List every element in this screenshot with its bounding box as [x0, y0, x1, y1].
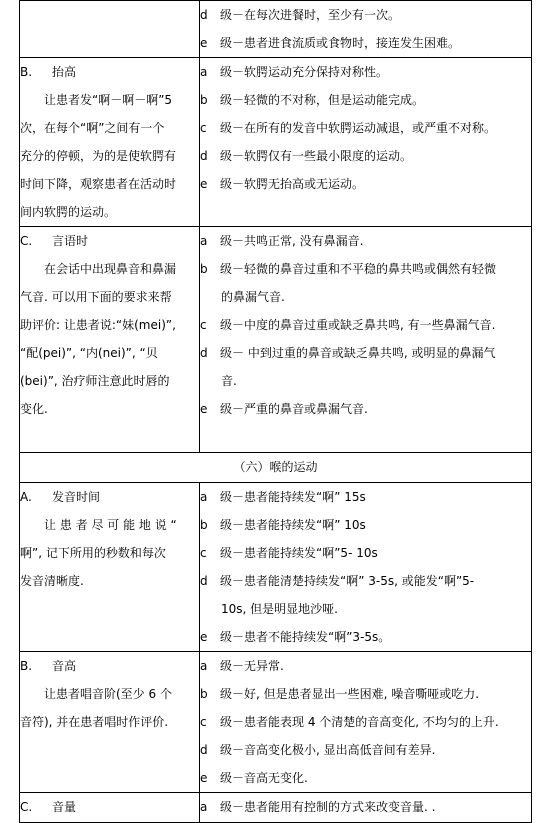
left-cell	[20, 793, 200, 823]
grade-line	[200, 1, 531, 29]
grade-line	[200, 114, 531, 142]
grade-letter: e	[200, 177, 208, 191]
grade-text: 级－患者能持续发“啊” 15s	[220, 490, 366, 504]
right-cell	[200, 793, 532, 823]
instruction-line: “配(pei)”, “内(nei)”, “贝	[20, 346, 158, 360]
item-title: 音量	[52, 800, 77, 814]
grade-letter: a	[200, 65, 208, 79]
grade-line	[200, 708, 531, 736]
item-title: 抬高	[52, 65, 77, 79]
left-cell	[20, 1, 200, 58]
right-cell	[200, 1, 532, 58]
instruction-line: 间内软腭的运动。	[20, 205, 117, 219]
grade-text: 级－患者进食流质或食物时，接连发生困难。	[220, 36, 461, 50]
grade-text: 级－好, 但是患者显出一些困难, 噪音嘶哑或吃力.	[220, 687, 480, 701]
grade-line	[200, 58, 531, 86]
grade-letter: d	[200, 8, 208, 22]
row-volume	[20, 793, 532, 823]
grade-line	[200, 86, 531, 114]
grade-text: 级－患者能表现 4 个清楚的音高变化, 不均匀的上升.	[220, 715, 499, 729]
instruction-line: 变化.	[20, 402, 48, 416]
grade-letter: c	[200, 318, 207, 332]
grade-letter: b	[200, 518, 208, 532]
grade-text: 级－在每次进餐时，至少有一次。	[220, 8, 401, 22]
instruction-line: 让患者发“啊－啊－啊”5	[44, 93, 173, 107]
grade-line	[200, 255, 531, 283]
left-cell	[20, 483, 200, 652]
grade-line	[200, 339, 531, 367]
row-section-caption	[20, 453, 532, 483]
instruction-line: 发音清晰度.	[20, 574, 84, 588]
item-title: 音高	[52, 659, 77, 673]
item-number: C.	[20, 234, 33, 248]
item-heading	[20, 58, 199, 86]
grade-line	[200, 483, 531, 511]
instruction-line: 次，在每个“啊”之间有一个	[20, 121, 165, 135]
grade-letter: a	[200, 800, 208, 814]
instruction-line: 时间下降，观察患者在活动时	[20, 177, 177, 191]
instruction-line: 让 患 者 尽 可 能 地 说 “	[44, 518, 177, 532]
grade-letter: c	[200, 546, 207, 560]
grade-letter: e	[200, 402, 208, 416]
grade-letter: b	[200, 687, 208, 701]
right-cell	[200, 652, 532, 793]
grade-letter: e	[200, 630, 208, 644]
item-heading	[20, 652, 199, 680]
grade-text: 级－在所有的发音中软腭运动减退，或严重不对称。	[220, 121, 497, 135]
item-number: A.	[20, 490, 32, 504]
grade-text: 级－患者能持续发“啊” 10s	[220, 518, 366, 532]
grade-letter: d	[200, 574, 208, 588]
grade-line	[200, 227, 531, 255]
item-title: 发音时间	[52, 490, 101, 504]
right-cell	[200, 58, 532, 227]
left-cell	[20, 227, 200, 453]
grade-letter: d	[200, 149, 208, 163]
instruction-line: 充分的停顿，为的是使软腭有	[20, 149, 177, 163]
grade-text-cont: 音.	[221, 374, 237, 388]
grade-text: 级－ 中到过重的鼻音或缺乏鼻共鸣, 或明显的鼻漏气	[220, 346, 496, 360]
grade-text: 级－患者能清楚持续发“啊” 3-5s, 或能发“啊”5-	[220, 574, 475, 588]
instruction-line: (bei)”, 治疗师注意此时唇的	[20, 374, 170, 388]
assessment-table	[19, 0, 532, 823]
grade-text: 级－严重的鼻音或鼻漏气音.	[220, 402, 368, 416]
item-number: B.	[20, 659, 33, 673]
grade-text-cont: 10s, 但是明显地沙哑.	[221, 602, 338, 616]
grade-line	[200, 793, 531, 821]
row-speech-resonance	[20, 227, 532, 453]
grade-letter: b	[200, 93, 208, 107]
instruction-line: 让患者唱音阶(至少 6 个	[44, 687, 172, 701]
grade-line	[200, 511, 531, 539]
item-title: 言语时	[52, 234, 89, 248]
grade-letter: a	[200, 234, 208, 248]
left-cell	[20, 58, 200, 227]
item-heading	[20, 227, 199, 255]
instruction-line: 气音. 可以用下面的要求来帮	[20, 290, 172, 304]
grade-text: 级－软腭仅有一些最小限度的运动。	[220, 149, 413, 163]
instruction-line: 音符), 并在患者唱时作评价.	[20, 715, 169, 729]
grade-line	[200, 395, 531, 423]
grade-line	[200, 142, 531, 170]
grade-text: 级－音高变化极小, 显出高低音间有差异.	[220, 743, 436, 757]
grade-text: 级－音高无变化.	[220, 771, 308, 785]
row-swallow-cont	[20, 1, 532, 58]
grade-text: 级－软腭无抬高或无运动。	[220, 177, 365, 191]
right-cell	[200, 483, 532, 652]
grade-text: 级－轻微的鼻音过重和不平稳的鼻共鸣或偶然有轻微	[220, 262, 497, 276]
section-title: （六）喉的运动	[233, 460, 318, 474]
grade-text-cont: 的鼻漏气音.	[221, 290, 285, 304]
instruction-line: 助评价: 让患者说:“妹(mei)”,	[20, 318, 176, 332]
grade-text: 级－患者能持续发“啊”5- 10s	[220, 546, 378, 560]
grade-line	[200, 567, 531, 595]
grade-text: 级－共鸣正常, 没有鼻漏音.	[220, 234, 364, 248]
grade-text: 级－轻微的不对称，但是运动能完成。	[220, 93, 425, 107]
grade-text: 级－无异常.	[220, 659, 284, 673]
right-cell	[200, 227, 532, 453]
grade-line	[200, 539, 531, 567]
item-number: C.	[20, 800, 33, 814]
row-palate-elevation	[20, 58, 532, 227]
row-pitch	[20, 652, 532, 793]
row-phonation-time	[20, 483, 532, 652]
grade-letter: c	[200, 121, 207, 135]
grade-letter: a	[200, 490, 208, 504]
grade-line	[200, 652, 531, 680]
grade-text: 级－软腭运动充分保持对称性。	[220, 65, 389, 79]
grade-line	[200, 736, 531, 764]
grade-letter: e	[200, 771, 208, 785]
grade-text: 级－患者不能持续发“啊”3-5s。	[220, 630, 391, 644]
grade-text: 级－中度的鼻音过重或缺乏鼻共鸣, 有一些鼻漏气音.	[220, 318, 496, 332]
item-number: B.	[20, 65, 33, 79]
grade-line	[200, 29, 531, 57]
grade-line	[200, 764, 531, 792]
grade-letter: e	[200, 36, 208, 50]
grade-line	[200, 311, 531, 339]
left-cell	[20, 652, 200, 793]
grade-letter: a	[200, 659, 208, 673]
grade-letter: c	[200, 715, 207, 729]
item-heading	[20, 793, 199, 821]
item-heading	[20, 483, 199, 511]
instruction-line: 啊”, 记下所用的秒数和每次	[20, 546, 166, 560]
grade-letter: b	[200, 262, 208, 276]
instruction-line: 在会话中出现鼻音和鼻漏	[44, 262, 177, 276]
grade-line	[200, 623, 531, 651]
grade-line	[200, 170, 531, 198]
grade-line	[200, 680, 531, 708]
grade-text: 级－患者能用有控制的方式来改变音量. .	[220, 800, 436, 814]
grade-letter: d	[200, 346, 208, 360]
grade-letter: d	[200, 743, 208, 757]
caption-cell	[20, 453, 532, 483]
